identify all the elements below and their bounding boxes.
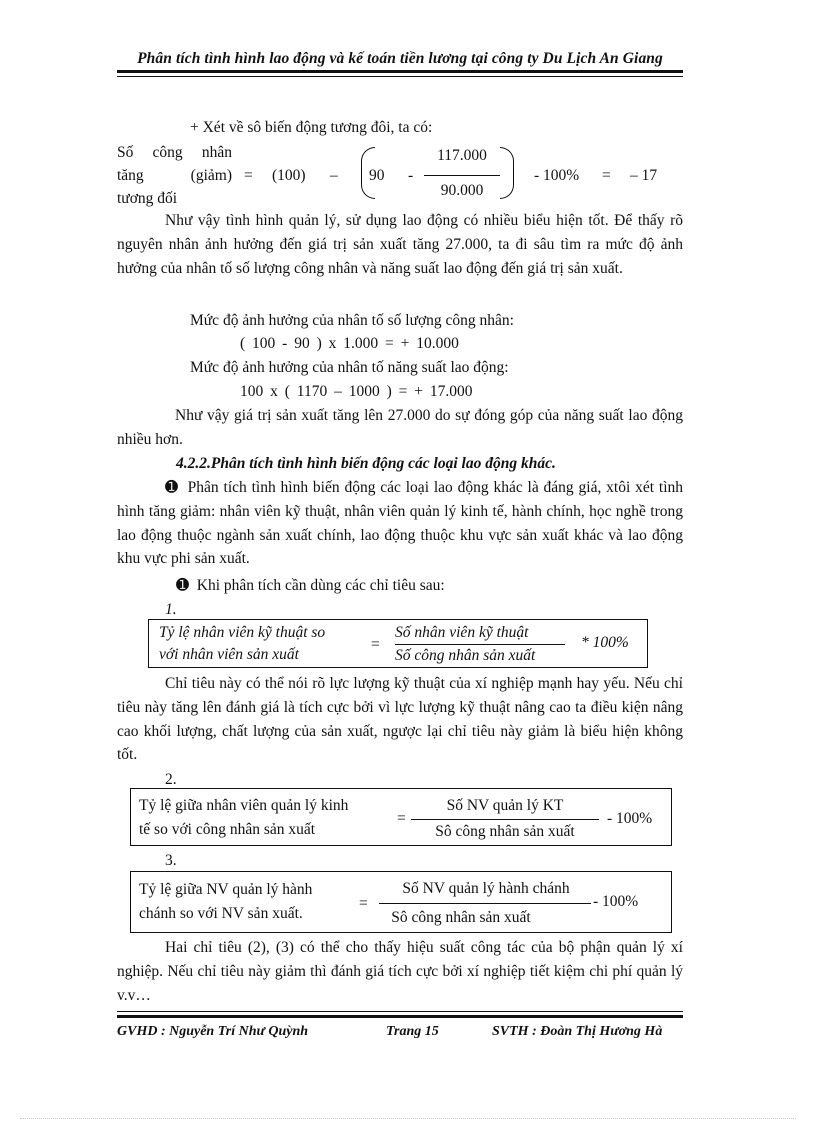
bullet1-paragraph — [117, 476, 683, 571]
formula3-equals: = — [359, 895, 368, 912]
relative-inner-dash: - — [408, 167, 414, 184]
formula1-label-line2: với nhân viên sản xuất — [159, 646, 299, 663]
paragraph-efficiency: Hai chỉ tiêu (2), (3) có thể cho thấy hiệu suất công tác của bộ phận quản lý xí nghiệp. Nếu chỉ tiêu này giảm thì đánh giá tích cực bởi xí nghiệp tiết kiệm chi phí quản lý v.v… — [117, 939, 683, 1004]
formula2-numerator: Số NV quản lý KT — [446, 797, 564, 814]
formula3-label-line2: chánh so với NV sản xuất. — [139, 905, 303, 922]
bullet2-text: Khi phân tích cần dùng các chỉ tiêu sau: — [196, 577, 445, 594]
footer-rule-thin — [117, 1011, 683, 1012]
formula2-label-line2: tế so với công nhân sản xuất — [139, 821, 316, 838]
relative-term-100: (100) — [272, 167, 306, 184]
formula3-label-line1: Tỷ lệ giữa NV quản lý hành — [139, 881, 313, 898]
relative-equals: = — [244, 167, 253, 184]
formula3-numerator: Số NV quản lý hành chánh — [402, 880, 570, 897]
formula1-label-line1: Tỷ lệ nhân viên kỹ thuật so — [159, 624, 326, 641]
bullet2-icon: ➊ — [176, 577, 189, 594]
bullet1-icon: ➊ — [165, 479, 178, 496]
relative-fraction-bar — [424, 175, 500, 176]
bullet2-line — [176, 576, 445, 596]
footer-student: SVTH : Đoàn Thị Hương Hà — [492, 1024, 663, 1039]
formula1-number: 1. — [165, 601, 177, 618]
relative-denominator: 90.000 — [440, 182, 484, 199]
relative-label-line1: Số công nhân — [117, 144, 232, 161]
paragraph-technical: Chỉ tiêu này có thể nói rõ lực lượng kỹ thuật của xí nghiệp mạnh hay yếu. Nếu chỉ tiêu này tăng lên đánh giá là tích cực bởi vì lực lượng kỹ thuật nâng cao ta điều kiện nâng cao khối lượng, chất lượng của sản xuất, ngược lại chỉ tiêu này giảm là biểu hiện không tốt. — [117, 675, 683, 764]
relative-label-line2: tăng (giảm) — [117, 167, 232, 184]
formula3-number: 3. — [165, 852, 177, 869]
footer-advisor: GVHD : Nguyễn Trí Như Quỳnh — [117, 1024, 309, 1039]
header-rule-thick — [117, 70, 683, 73]
formula2-label-line1: Tỷ lệ giữa nhân viên quản lý kinh — [139, 797, 349, 814]
paragraph-conclusion: Như vậy giá trị sản xuất tăng lên 27.000 do sự đóng góp của năng suất lao động nhiều hơn. — [117, 407, 683, 448]
formula2-suffix: - 100% — [607, 810, 653, 827]
factor1-formula: ( 100 - 90 ) x 1.000 = + 10.000 — [240, 335, 459, 352]
relative-minus: – — [330, 167, 338, 184]
formula1-denominator: Số công nhân sản xuất — [395, 647, 536, 664]
footer-page-number: Trang 15 — [386, 1024, 439, 1039]
factor1-label: Mức độ ảnh hưởng của nhân tố số lượng công nhân: — [190, 312, 514, 329]
formula1-numerator: Số nhân viên kỹ thuật — [395, 624, 529, 641]
relative-equals-2: = — [602, 167, 611, 184]
formula3-box — [130, 871, 672, 933]
relative-inner-90: 90 — [369, 167, 385, 184]
page-edge-dots — [20, 1118, 796, 1119]
formula3-fraction-bar — [379, 903, 591, 904]
formula2-fraction-bar — [411, 819, 599, 820]
formula1-equals: = — [371, 636, 380, 653]
section-heading: 4.2.2.Phân tích tình hình biến động các loại lao động khác. — [176, 455, 556, 472]
formula1-box — [148, 619, 648, 668]
relative-intro: + Xét về sô biến động tương đôi, ta có: — [190, 119, 433, 136]
paragraph-management: Như vậy tình hình quản lý, sử dụng lao động có nhiều biểu hiện tốt. Để thấy rõ nguyên nhân ảnh hưởng đến giá trị sản xuất tăng 27.000, ta đi sâu tìm ra mức độ ảnh hưởng của nhân tố số lượng công nhân và năng suất lao động đến giá trị sản xuất. — [117, 212, 683, 277]
formula3-denominator: Sô công nhân sản xuất — [391, 909, 531, 926]
formula2-denominator: Sô công nhân sản xuất — [435, 823, 575, 840]
formula2-number: 2. — [165, 771, 177, 788]
factor2-label: Mức độ ảnh hưởng của nhân tố năng suất lao động: — [190, 359, 509, 376]
formula1-fraction-bar — [395, 644, 565, 645]
formula2-box — [130, 788, 672, 846]
bullet1-text: Phân tích tình hình biến động các loại lao động khác là đáng giá, xtôi xét tình hình tăng giảm: nhân viên kỹ thuật, nhân viên quản lý kinh tế, hành chính, học nghề trong lao động thuộc ngành sản xuất chính, lao động thuộc khu vực sản xuất khác và lao động khu vực phi sản xuất. — [117, 479, 683, 568]
formula3-suffix: - 100% — [593, 893, 639, 910]
formula2-equals: = — [397, 810, 406, 827]
relative-label-line3: tương đối — [117, 190, 178, 207]
formula1-suffix: * 100% — [581, 634, 629, 651]
relative-suffix: - 100% — [534, 167, 580, 184]
factor2-formula: 100 x ( 1170 – 1000 ) = + 17.000 — [240, 383, 473, 400]
relative-result: – 17 — [630, 167, 658, 184]
header-title: Phân tích tình hình lao động và kế toán tiền lương tại công ty Du Lịch An Giang — [137, 50, 663, 67]
header-rule-thin — [117, 76, 683, 77]
footer-rule-thick — [117, 1015, 683, 1018]
right-parenthesis — [500, 147, 514, 199]
relative-numerator: 117.000 — [437, 147, 487, 164]
